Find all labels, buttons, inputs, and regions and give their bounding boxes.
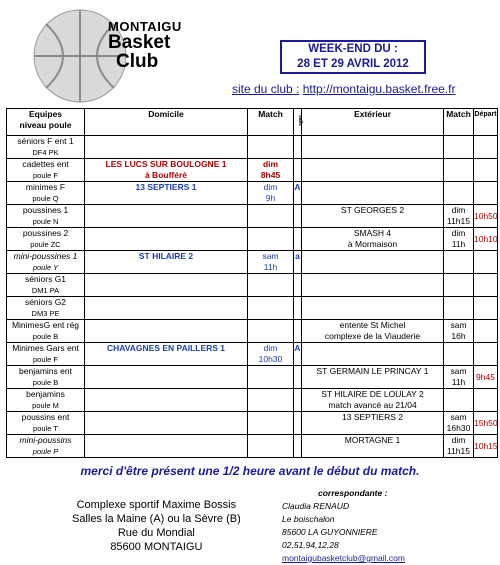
home-opponent-cell [85, 205, 248, 228]
away-match-time-cell: sam 16h [444, 320, 474, 343]
header-depart: Départ [474, 109, 498, 136]
home-opponent-cell [85, 274, 248, 297]
arrival-note: merci d'être présent une 1/2 heure avant le début du match. [80, 464, 420, 478]
correspondent-phone: 02,51,94,12,28 [282, 540, 339, 550]
weekend-date: 28 ET 29 AVRIL 2012 [297, 58, 409, 70]
site-line [232, 82, 455, 96]
away-match-time-cell [444, 182, 474, 205]
departure-cell [474, 297, 498, 320]
away-match-time-cell: dim 11h15 [444, 435, 474, 458]
home-match-time-cell [248, 228, 294, 251]
team-cell: cadettes ent poule F [7, 159, 85, 182]
table-row [7, 297, 498, 320]
header-exterieur: Extérieur [302, 109, 444, 136]
table-row [7, 435, 498, 458]
away-match-time-cell: sam 16h30 [444, 412, 474, 435]
team-cell: poussines 2 poule ZC [7, 228, 85, 251]
away-opponent-cell: SMASH 4 à Mormaison [302, 228, 444, 251]
header-domicile: Domicile [85, 109, 248, 136]
departure-cell: 15h50 [474, 412, 498, 435]
departure-cell: 9h45 [474, 366, 498, 389]
salle-cell [294, 228, 302, 251]
table-row [7, 366, 498, 389]
table-row [7, 182, 498, 205]
team-cell: séniors F ent 1 DF4 PK [7, 136, 85, 159]
away-opponent-cell: ST GERMAIN LE PRINCAY 1 [302, 366, 444, 389]
address-line: Salles la Maine (A) ou la Sèvre (B) [72, 513, 241, 525]
home-match-time-cell [248, 274, 294, 297]
salle-cell [294, 297, 302, 320]
home-match-time-cell [248, 435, 294, 458]
home-match-time-cell [248, 389, 294, 412]
home-opponent-cell: ST HILAIRE 2 [85, 251, 248, 274]
departure-cell [474, 343, 498, 366]
away-opponent-cell: entente St Michel complexe de la Viauderie [302, 320, 444, 343]
home-match-time-cell [248, 136, 294, 159]
home-opponent-cell: LES LUCS SUR BOULOGNE 1 à Boufféré [85, 159, 248, 182]
site-link[interactable]: http://montaigu.basket.free.fr [302, 82, 456, 96]
departure-cell: 10h50 [474, 205, 498, 228]
away-match-time-cell [444, 251, 474, 274]
departure-cell [474, 159, 498, 182]
salle-cell [294, 320, 302, 343]
salle-cell [294, 136, 302, 159]
address-line: 85600 MONTAIGU [110, 541, 203, 553]
club-logo [30, 6, 180, 106]
departure-cell: 10h10 [474, 228, 498, 251]
header-salle: salle [294, 109, 302, 136]
table-row [7, 389, 498, 412]
team-cell: Minimes Gars ent poule F [7, 343, 85, 366]
away-opponent-cell [302, 297, 444, 320]
table-row [7, 205, 498, 228]
salle-cell [294, 435, 302, 458]
home-opponent-cell [85, 228, 248, 251]
table-row [7, 251, 498, 274]
team-cell: benjamins ent poule B [7, 366, 85, 389]
salle-cell [294, 389, 302, 412]
home-opponent-cell [85, 389, 248, 412]
correspondent-city: 85600 LA GUYONNIERE [282, 527, 378, 537]
away-match-time-cell [444, 389, 474, 412]
home-match-time-cell: dim 9h [248, 182, 294, 205]
venue-address [72, 498, 241, 554]
team-cell: benjamins poule M [7, 389, 85, 412]
logo-line-basket: Basket [108, 32, 171, 53]
departure-cell [474, 320, 498, 343]
departure-cell [474, 136, 498, 159]
away-opponent-cell: ST HILAIRE DE LOULAY 2 match avancé au 21/04 [302, 389, 444, 412]
departure-cell [474, 182, 498, 205]
home-match-time-cell [248, 297, 294, 320]
salle-cell: A [294, 343, 302, 366]
team-cell: mini-poussins poule P [7, 435, 85, 458]
away-match-time-cell [444, 343, 474, 366]
header-match: Match [248, 109, 294, 136]
home-opponent-cell [85, 435, 248, 458]
team-cell: MinimesG ent rég poule B [7, 320, 85, 343]
logo-line-montaigu: MONTAIGU [108, 19, 182, 34]
salle-cell [294, 205, 302, 228]
table-row [7, 320, 498, 343]
away-opponent-cell [302, 251, 444, 274]
departure-cell [474, 251, 498, 274]
table-header [7, 109, 498, 136]
table-row [7, 136, 498, 159]
away-match-time-cell: sam 11h [444, 366, 474, 389]
away-match-time-cell [444, 274, 474, 297]
weekend-title: WEEK-END DU : [308, 43, 398, 55]
away-match-time-cell: dim 11h [444, 228, 474, 251]
away-match-time-cell: dim 11h15 [444, 205, 474, 228]
away-match-time-cell [444, 136, 474, 159]
home-match-time-cell [248, 320, 294, 343]
away-opponent-cell: ST GEORGES 2 [302, 205, 444, 228]
header-match-ext: Match [444, 109, 474, 136]
home-match-time-cell: dim 10h30 [248, 343, 294, 366]
schedule-table [6, 108, 498, 458]
salle-cell [294, 274, 302, 297]
departure-cell [474, 274, 498, 297]
salle-cell [294, 159, 302, 182]
home-match-time-cell [248, 205, 294, 228]
home-match-time-cell [248, 412, 294, 435]
correspondent-email[interactable]: montaigubasketclub@gmail.com [282, 553, 405, 563]
salle-cell [294, 412, 302, 435]
site-label: site du club : [232, 82, 300, 96]
table-row [7, 274, 498, 297]
correspondent-name: Claudia RENAUD [282, 501, 350, 511]
home-match-time-cell: dim 8h45 [248, 159, 294, 182]
home-opponent-cell: CHAVAGNES EN PAILLERS 1 [85, 343, 248, 366]
salle-cell: A [294, 182, 302, 205]
salle-cell: a [294, 251, 302, 274]
away-opponent-cell [302, 159, 444, 182]
away-opponent-cell [302, 274, 444, 297]
home-opponent-cell [85, 366, 248, 389]
away-match-time-cell [444, 159, 474, 182]
team-cell: minimes F poule Q [7, 182, 85, 205]
table-row [7, 228, 498, 251]
home-opponent-cell [85, 297, 248, 320]
table-row [7, 412, 498, 435]
address-line: Rue du Mondial [117, 527, 195, 539]
away-opponent-cell: MORTAGNE 1 [302, 435, 444, 458]
home-opponent-cell [85, 320, 248, 343]
away-opponent-cell [302, 136, 444, 159]
departure-cell [474, 389, 498, 412]
correspondent-block [282, 487, 405, 565]
away-opponent-cell [302, 182, 444, 205]
home-match-time-cell [248, 366, 294, 389]
team-cell: séniors G2 DM3 PE [7, 297, 85, 320]
team-cell: mini-poussines 1 poule Y [7, 251, 85, 274]
home-opponent-cell [85, 136, 248, 159]
logo-line-club: Club [116, 51, 159, 72]
correspondent-title: correspondante : [318, 488, 388, 498]
table-row [7, 343, 498, 366]
home-match-time-cell: sam 11h [248, 251, 294, 274]
team-cell: poussins ent poule T [7, 412, 85, 435]
address-line: Complexe sportif Maxime Bossis [76, 499, 237, 511]
team-cell: séniors G1 DM1 PA [7, 274, 85, 297]
correspondent-address: Le boischalon [282, 514, 335, 524]
home-opponent-cell: 13 SEPTIERS 1 [85, 182, 248, 205]
header-equipes: Equipes niveau poule [7, 109, 85, 136]
salle-cell [294, 366, 302, 389]
weekend-box [280, 40, 426, 74]
team-cell: poussines 1 poule N [7, 205, 85, 228]
table-row [7, 159, 498, 182]
home-opponent-cell [85, 412, 248, 435]
away-opponent-cell: 13 SEPTIERS 2 [302, 412, 444, 435]
departure-cell: 10h15 [474, 435, 498, 458]
away-opponent-cell [302, 343, 444, 366]
away-match-time-cell [444, 297, 474, 320]
